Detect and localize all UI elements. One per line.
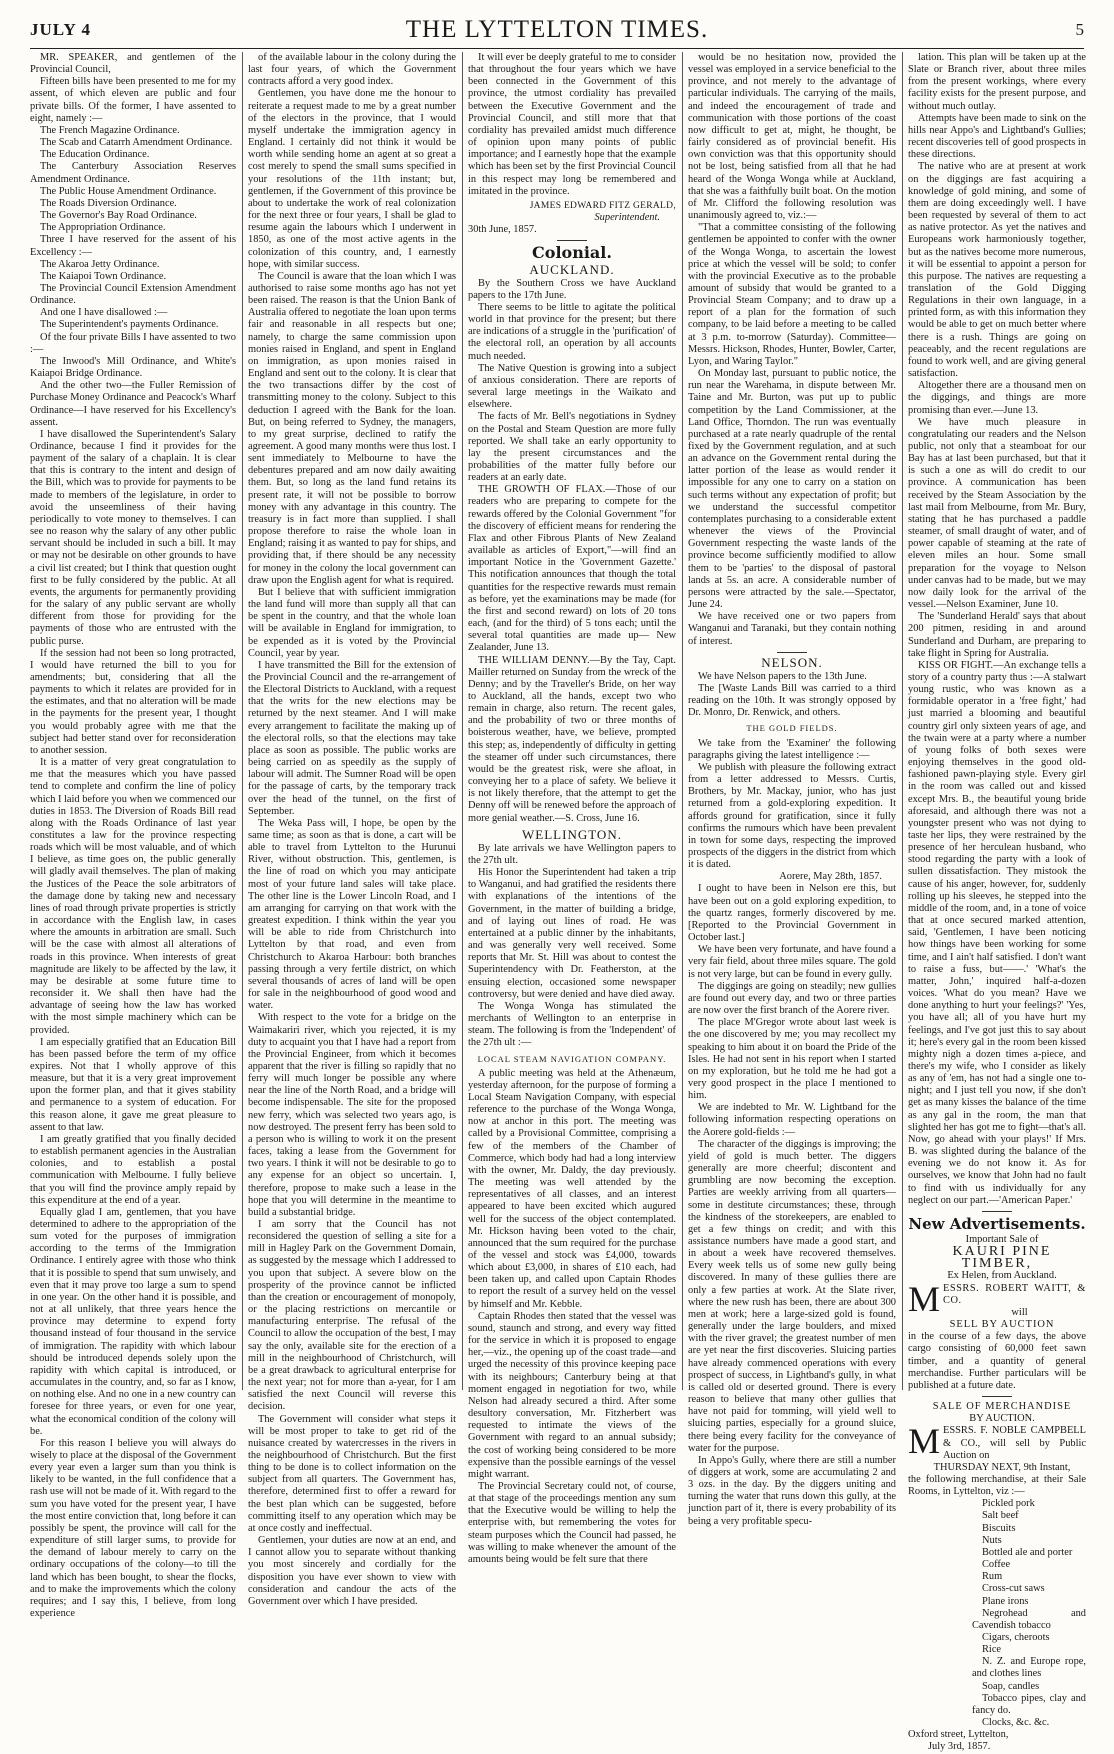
paragraph: The Akaroa Jetty Ordinance. <box>40 258 160 270</box>
merchandise-item: Rum <box>982 1571 1003 1583</box>
wellington-news <box>468 843 676 1050</box>
paragraph: For this reason I believe you will always do wisely to place at the disposal of the Government every year even a larger sum than you think is likely to be wanted, in the full confidence that a rash use will not be made of it. With regard to the sum you have voted for the present year, I have the most entire conviction that, long before it can possibly be spent, the province will call for the expenditure of still larger sums, to provide for the demand of labour merely to carry on the ordinary occupations of the colony—to till the land which has been bought, to shear the flocks, and to make the improvements which the colony requires; and I say this, I believe, from long experience <box>30 1437 236 1619</box>
speech-ending <box>468 52 676 198</box>
paragraph: I am greatly gratified that you finally decided to establish permanent agencies in the Australian colonies, and to establish a postal communication with Melbourne. I fully believe that you will find the province amply repaid by this expenditure at the end of a year. <box>30 1133 236 1206</box>
merchandise-item: Salt beef <box>982 1510 1019 1522</box>
letter-date: Aorere, May 28th, 1857. <box>779 871 882 883</box>
paragraph: The Roads Diversion Ordinance. <box>40 197 177 209</box>
paragraph: We have Nelson papers to the 13th June. <box>698 670 867 682</box>
paragraph: In Appo's Gully, where there are still a number of diggers at work, some are accumulating 2 and 3 ozs. in the day. By the diggers uniting and turning the water that runs down this gully, at the junction part of it, there is every probability of its being a very profitable specu- <box>688 1454 896 1527</box>
column-divider <box>682 52 683 1390</box>
paragraph: The Canterbury Association Reserves Amendment Ordinance. <box>30 161 236 185</box>
merchandise-item: Clocks, &c. &c. <box>982 1717 1050 1729</box>
signature-title: Superintendent. <box>594 212 660 224</box>
paragraph: But I believe that with sufficient immigration the land fund will more than supply all that can be spent in the country, and that the whole loan will be available in England for immigration, to be expended as it is voted by the Provincial Council, year by year. <box>248 586 456 659</box>
ad-firm: ESSRS. F. NOBLE CAMPBELL & CO., will sell by Public Auction on <box>943 1425 1086 1461</box>
paragraph: The Public House Amendment Ordinance. <box>40 185 217 197</box>
paragraph: Fifteen bills have been presented to me for my assent, of which eleven are public and four private bills. Of the former, I have assented to eight, namely :— <box>30 76 236 124</box>
column-5 <box>908 52 1086 1753</box>
paragraph: Of the four private Bills I have assented to two :— <box>30 331 236 355</box>
divider <box>982 1211 1012 1212</box>
merchandise-item: Bottled ale and porter <box>982 1546 1073 1558</box>
paragraph: We have much pleasure in congratulating our readers and the Nelson public, not only that a steamboat for our Bay has at last been purchased, but that it is such a one as will do credit to our province. A communication has been received by the Steam Association by the last mail from Melbourne, from Mr. Bury, stating that he has purchased a paddle steamer, of small draught of water, and of power capable of steaming at the rate of eleven miles an hour. Some small preparation for the voyage to Nelson under canvas had to be made, but we may now daily look for the arrival of the vessel.—Nelson Examiner, June 10. <box>908 416 1086 611</box>
paragraph: The French Magazine Ordinance. <box>40 124 180 136</box>
drop-cap: M <box>908 1278 941 1319</box>
ad-title: SALE OF MERCHANDISE <box>932 1401 1072 1413</box>
column-3 <box>468 52 676 1565</box>
wellington-continued <box>688 52 896 648</box>
paragraph: The Appropriation Ordinance. <box>40 222 166 234</box>
paragraph: The character of the diggings is improving; the yield of gold is much better. The diggers generally are more cheerful; discontent and grumbling are now becoming the exception. Parties are weekly arriving from all quarters—some in destitute circumstances; these, through the kindness of the storekeepers, are enabled to get a few things on credit; and with this assistance numbers have made a good start, and in about a week have recovered themselves. Every week tells us of some new gully being discovered. In many of these gullies there are only a few parties at work. At the Slate river, where the new rush has been, there are about 300 men at work; here a large-sized gold is found, generally under the large boulders, and mixed with the river gravel; the greatest number of men are yet near the first discoveries. Sluicing parties have already commenced operations with every prospect of success, in Lightband's gully, in what is called old or deserted ground. There is every reason to believe that many other gullies that have not paid for tomming, will yield well to sluicing parties, especially for a ground sluice, there being every facility for the conveyance of water for the purpose. <box>688 1138 896 1454</box>
merchandise-item: Cross-cut saws <box>982 1583 1045 1595</box>
ad-lead: Important Sale of <box>965 1234 1039 1245</box>
paragraph: The native who are at present at work on the diggings are fast acquiring a knowledge of gold mining, and some of them are doing exceedingly well. I have been requested by several of them to act as native protector. As yet the natives and Europeans work harmoniously together, but as the natives become more numerous, it will be essential to appoint a person for this purpose. The natives are requesting a translation of the Gold Digging Regulations in their own language, in a printed form, as with this information they would be able to get on much better where there is a rush. Things are going on peaceably, and the recent regulations are found to work well, and are giving general satisfaction. <box>908 161 1086 380</box>
paragraph: Captain Rhodes then stated that the vessel was sound, staunch and strong, and every way fitted for the service in which it is proposed to engage her,—viz., the opening up of the coast trade—and urged the necessity of this province keeping pace with its neighbours; Canterbury being at that moment engaged in negotiation for two, while Nelson had already secured a third. After some desultory conversation, Mr. Fitzherbert was requested to intimate the views of the Government with regard to an annual subsidy; the cost of working being considered to be more expensive than the possible earnings of the vessel might warrant. <box>468 1310 676 1480</box>
merchandise-item: Plane irons <box>982 1595 1029 1607</box>
ad-body: the following merchandise, at their Sale Rooms, in Lyttelton, viz :— <box>908 1473 1086 1498</box>
paragraph: By the Southern Cross we have Auckland papers to the 17th June. <box>468 277 676 301</box>
paragraph: Equally glad I am, gentlemen, that you have determined to adhere to the appropriation of the sum voted for the purposes of immigration according to the terms of the Immigration Ordinance. I entirely agree with those who think that it is possible to spend that sum unwisely, and even that it may prove too large a sum to spend in one year. On the other hand it is possible, and not at all unlikely, that three years hence the province may determine to expend forty thousand instead of four thousand in the service of immigration. The rapidity with which labour should be introduced depends solely upon the rapidity with which capital is introduced, or accumulates in the country, and, so far as I know, on nothing else. And no one in a new country can foresee for three years, or even for one year, what the economical condition of the colony will be. <box>30 1206 236 1437</box>
paragraph: "That a committee consisting of the following gentlemen be appointed to confer with the owner of the Wonga Wonga, to ascertain the lowest price at which the vessel will be sold; to confer with the provincial Executive as to the probable amount of subsidy that would be granted to a Provincial Steam Company; and to draw up a report of a plan for the formation of such company, to be laid before a meeting to be called at 3 p.m. to-morrow (Saturday). Committee—Messrs. Hickson, Rhodes, Hunter, Bowler, Carter, Lyon, and Waring Taylor." <box>688 222 896 367</box>
paragraph: The facts of Mr. Bell's negotiations in Sydney on the Postal and Steam Question are more fully reported. We shall take an early opportunity to lay the present circumstances and the probabilities of the matter fully before our readers at an early date. <box>468 411 676 484</box>
paragraph: On Monday last, pursuant to public notice, the run near the Warehama, in dispute between Mr. Taine and Mr. Burton, was put up to public competition by the Land Commissioner, at the Land Office, Thorndon. The run was eventually purchased at a rate nearly quadruple of the rental fixed by the Government regulation, and at such an advance on the Government rental during the latter portion of the lease as would render it impossible for any one to carry on a station on such terms without any expectation of profit; but we understand the successful competitor contemplates purchasing to a considerable extent whenever the views of the Provincial Government respecting the waste lands of the province become sufficiently modified to allow them to be 'parties' to the disposal of pastoral lands at 5s. an acre. A considerable number of persons were attracted by the sale.—Spectator, June 24. <box>688 368 896 611</box>
ad-body: in the course of a few days, the above cargo consisting of 60,000 feet sawn timber, and a quantity of general merchandise. Further particulars will be published at a future date. <box>908 1331 1086 1391</box>
merchandise-item: Soap, candles <box>982 1680 1040 1692</box>
gold-fields-intro <box>688 738 896 872</box>
heading-nelson: NELSON. <box>761 654 823 670</box>
paragraph: Altogether there are a thousand men on the diggings, and things are more promising than ever.—June 13. <box>908 380 1086 416</box>
paragraph: If the session had not been so long protracted, I would have returned the bill to you for amendments; but, considering that all the payments to which it relates are provided for in the estimates, and that no alteration will be made in the payments for the present year, I thought you would probably agree with me that the subject had better stand over for reconsideration to another session. <box>30 647 236 756</box>
paragraph: By late arrivals we have Wellington papers to the 27th ult. <box>468 842 676 866</box>
paragraph: The Council is aware that the loan which I was authorised to raise some months ago has not yet been raised. The reason is that the Union Bank of Australia offered to negotiate the loan upon terms fair and reasonable in all respects but one; namely, to charge the same commission upon monies raised in England, and spent in England on immigration, as upon monies raised in England and sent out to the colony. It is clear that the two transactions differ by the cost of transmitting money to the colony. Subject to this deduction I agreed with the Bank for the loan. But, on being referred to Sydney, the managers, to my great surprise, declined to ratify the agreement. A good many months were thus lost. I sent immediately to Melbourne to have the debentures prepared and am now daily awaiting them. But, so long as the land fund retains its present rate, it will not be possible to borrow money with any advantage in this country. The treasury is in fact more than supplied. I shall propose therefore to raise the whole loan in England; raising it as wanted to pay for ships, and providing that, if there should be any necessity for money in the colony the local government can draw upon the English agent for what is required. <box>248 270 456 586</box>
paragraph: The Governor's Bay Road Ordinance. <box>40 210 197 222</box>
merchandise-item: Cigars, cheroots <box>982 1632 1050 1643</box>
column-1 <box>30 52 237 1619</box>
column-divider <box>902 52 903 1390</box>
ad-when: THURSDAY NEXT, 9th Instant, <box>933 1461 1071 1473</box>
paragraph: The Wonga Wonga has stimulated the merchants of Wellington to an enterprise in steam. The following is from the 'Independent' of the 27th ult :— <box>468 1000 676 1049</box>
column-2 <box>248 52 456 1607</box>
paragraph: The Superintendent's payments Ordinance. <box>40 319 219 331</box>
divider <box>777 652 807 653</box>
paragraph: Three I have reserved for the assent of his Excellency :— <box>30 234 236 258</box>
paragraph: Gentlemen, you have done me the honour to reiterate a request made to me by a great number of the electors in the province, that I would myself undertake the immigration agency in England. I certainly did not think it would be worth while sending home an agent at so great a cost merely to spend the small sums specified in your resolutions of the 11th instant; but, gentlemen, if the Government of this province be about to undertake the work of real colonization for the next three or four years, I shall be glad to resume again the labours which I underwent in 1850, as one of the most active agents in the colonization of this country, and, I earnestly hope, with similar success. <box>248 88 456 270</box>
merchandise-item: Negrohead and Cavendish tobacco <box>972 1607 1086 1631</box>
column-divider <box>462 52 463 1390</box>
auckland-news <box>468 278 676 825</box>
paragraph: I have disallowed the Superintendent's Salary Ordinance, because I find it provides for the payment of the salary of a chaplain. It is clear that this is contrary to the intent and design of the Bill, which was to provide for payments to be made to members of the legislature, in order to avoid the unseemliness of their having periodically to vote money to themselves. I can see no reason why the salary of any other public servant should be included in such a bill. It may or may not be desirable on other grounds to have a civil list created; but I think that question ought first to be fully considered by the public. At all events, the arguments for permanently providing for the salary of any public servant are wholly different from those for providing for the payments of those who are entrusted with the public purse. <box>30 428 236 647</box>
merchandise-item: Nuts <box>982 1534 1002 1546</box>
paragraph: There seems to be little to agitate the political world in that province for the present; but there are indications of a struggle in the 'purification' of the electoral roll, an operation by all accounts much needed. <box>468 301 676 362</box>
paragraph: I am sorry that the Council has not reconsidered the question of selling a site for a mill in Hagley Park on the Government Domain, as suggested by the message which I addressed to you upon that subject. A severe blow on the prosperity of the province cannot be inflicted than the creation or encouragement of monopoly, or the placing restrictions on mercantile or manufacturing enterprise. The refusal of the Council to allow the occupation of the best, I may say the only, available site for the erection of a mill in the neighbourhood of Christchurch, will be a great drawback to agricultural enterprise for the next year; not for more than a-year, for I am satisfied the next Council will reverse this decision. <box>248 1219 456 1413</box>
paragraph: It is a matter of very great congratulation to me that the measures which you have passed tend to complete and confirm the line of policy which I laid before you when we commenced our duties in 1853. The Diversion of Roads Bill read along with the Roads Ordinance of last year constitutes a law for the province respecting roads which will be most valuable, and of which I believe, as time goes on, the public generally will gladly avail themselves. The plan of making the Justices of the Peace the sole arbitrators of the damage done by taking new and necessary lines of road through private properties is strictly in accordance with the English law, in cases where the amounts in arbitration are small. Such will be the case with almost all alterations of roads in this province. When interests of great magnitude are likely to be affected by the law, it may be desirable at some future time to reconsider it. We shall then have had the advantage of seeing how the law has worked with the most simple machinery which can be provided. <box>30 757 237 1036</box>
paragraph: THE GROWTH OF FLAX.—Those of our readers who are preparing to compete for the rewards offered by the Colonial Government "for the discovery of efficient means for rendering the Flax and other Fibrous Plants of New Zealand available as articles of Export,"—will find an important Notice in the 'Government Gazette.' This notification announces that though the total quantities for the respective rewards must remain as before, yet the examinations may be made (for the first and second reward) on lots of 20 tons each, (and for the third) of 5 tons each; until the several total quantities are made up— New Zealander, June 13. <box>468 484 676 654</box>
steam-company-report <box>468 1068 676 1566</box>
paragraph: A public meeting was held at the Athenæum, yesterday afternoon, for the purpose of forming a Local Steam Navigation Company, with especial reference to the purchase of the Wonga Wonga, now at anchor in this port. The meeting was called by a Provisional Committee, comprising a few of the members of the Chamber of Commerce, which body had had a long interview with the owner, Mr. Daldy, the day previously. The meeting was well attended by the representatives of all classes, and an interest appeared to have been excited which augured well for the success of the object contemplated. Mr. Hickson having been voted to the chair, announced that the sum required for the purchase of the vessel and stock was £4,000, towards which about £3,000, in shares of £10 each, had been taken up, and called upon Captain Rhodes to report the result of a survey held on the vessel by himself and Mr. Kebble. <box>468 1067 676 1310</box>
paragraph: would be no hesitation now, provided the vessel was employed in a service beneficial to the province, and not merely to the advantage of particular individuals. The carrying of the mails, and indeed the encouragement of trade and communication with those portions of the coast now difficult to get at, might, he thought, be fairly considered as of provincial benefit. His own conviction was that this opportunity should not be lost, being satisfied from all that he had heard of the Wonga Wonga while at Auckland, that she was a faithfully built boat. On the motion of Mr. Clifford the following resolution was unanimously agreed to, viz.:— <box>688 52 896 222</box>
paragraph: lation. This plan will be taken up at the Slate or Branch river, about three miles from the present workings, where every facility exists for the present purpose, and without much outlay. <box>908 52 1086 112</box>
ad-item: KAURI PINE TIMBER, <box>952 1244 1052 1272</box>
column-divider <box>242 52 243 1390</box>
divider <box>557 240 587 241</box>
heading-wellington: WELLINGTON. <box>522 826 622 842</box>
paragraph: We are indebted to Mr. W. Lightband for the following information respecting operations on the Aorere gold-fields :— <box>688 1102 896 1138</box>
paragraph: THE WILLIAM DENNY.—By the Tay, Capt. Mailler returned on Sunday from the wreck of the Denny; and by the Traveller's Bride, on her way to Auckland, all the hands, except two who remain in charge, also return. The recent gales, and the probability of two or three months of boisterous weather, have, we believe, prompted this step; as, independently of difficulty in getting the steamer off under such circumstances, there would be the greatest risk, were she afloat, in conveying her to a place of safety. We believe it is not likely therefore, that the attempt to get the Denny off will be renewed before the approach of more genial weather.—S. Cross, June 16. <box>468 654 676 824</box>
paragraph: Attempts have been made to sink on the hills near Appo's and Lightband's Gullies; recent discoveries tell of good prospects in these directions. <box>908 112 1086 161</box>
signature: JAMES EDWARD FITZ GERALD, <box>529 200 676 211</box>
paragraph: The Government will consider what steps it will be most proper to take to get rid of the nuisance created by watercresses in the rivers in the neighbourhood of Christchurch. But the first thing to be done is to collect information on the subject from all quarters. The Government has, therefore, determined first to offer a reward for the best plan which can be suggested, before committing itself to any operation which may be at once costly and ineffectual. <box>248 1413 456 1534</box>
paragraph: His Honor the Superintendent had taken a trip to Wanganui, and had gratified the residents there with explanations of the intentions of the Government, in the matter of building a bridge, and of laying out lines of road. He was entertained at a public dinner by the inhabitants, and was generally very well received. Some reports that Mr. St. Hill was about to contest the Superintendency with Dr. Featherston, at the ensuing election, occasioned some newspaper controversy, but were denied and have died away. <box>468 867 676 1000</box>
ad-firm: ESSRS. ROBERT WAITT, & CO. <box>943 1282 1086 1306</box>
heading-steam-company: LOCAL STEAM NAVIGATION COMPANY. <box>477 1053 667 1064</box>
signature-date: 30th June, 1857. <box>468 224 537 236</box>
advertisement-timber <box>908 1234 1086 1392</box>
paragraph: MR. SPEAKER, and gentlemen of the Provincial Council, <box>30 52 236 76</box>
paragraph: I am especially gratified that an Education Bill has been passed before the term of my office expires. Not that I wholly approve of this measure, but that it is a very great improvement upon the former plan, and that it gives stability and permanence to a system of education. For this reason alone, it gave me great pleasure to assent to that law. <box>30 1036 236 1133</box>
paragraph: We have received one or two papers from Wanganui and Taranaki, but they contain nothing of interest. <box>688 611 896 647</box>
paragraph: The Inwood's Mill Ordinance, and White's Kaiapoi Bridge Ordinance. <box>30 355 236 380</box>
merchandise-item: Biscuits <box>982 1522 1016 1534</box>
issue-date: JULY 4 <box>30 20 91 39</box>
paragraph: The Native Question is growing into a subject of anxious consideration. There are reports of several large meetings in the Waikato and elsewhere. <box>468 362 676 411</box>
paragraph: of the available labour in the colony during the last four years, of which the Government contracts afford a very good index. <box>248 52 456 88</box>
paragraph: The Education Ordinance. <box>40 149 150 161</box>
ad-date: July 3rd, 1857. <box>928 1741 991 1753</box>
paragraph: And one I have disallowed :— <box>40 307 168 319</box>
merchandise-item: Coffee <box>982 1559 1011 1571</box>
paragraph: KISS OR FIGHT.—An exchange tells a story of a country party thus :—A stalwart young rustic, who was known as a formidable operator in a 'free fight,' had just married a blooming and beautiful country girl only sixteen years of age, and the twain were at a party where a number of young folks of both sexes were enjoying themselves in the good old-fashioned pawn-playing style. Every girl in the room was called out and kissed except Mrs. B., the beautiful young bride aforesaid, and although there was not a youngster present who was not dying to taste her lips, they were restrained by the presence of her herculean husband, who stood regarding the party with a look of sullen dissatisfaction. They mistook the cause of his anger, however, for, suddenly rolling up his sleeves, he stepped into the middle of the room, and, in a tone of voice that at once secured marked attention, said, 'Gentlemen, I have been noticing how things have been working for some time, and I ain't half satisfied. I don't want to raise a fuss, but——.' 'What's the matter, John,' inquired half-a-dozen voices. 'What do you mean? Have we done anything to hurt your feelings?' 'Yes, you have all; all of you have hurt my feelings, and I've got just this to say about it; here's every gal in the room been kissed mighty nigh a dozen times a-piece, and there's my wife, who I consider as likely as any of 'em, has not had a single one to-night; and I just tell you now, if she don't get as many kisses the balance of the time as any gal in the room, the man that slighted her has got me to fight—that's all. Now, go ahead with your plays!' If Mrs. B. was slighted during the balance of the evening we do not know it. As for ourselves, we know that John had no fault to find with us individually for any neglect on our part.—'American Paper.' <box>908 659 1086 1206</box>
section-heading-colonial: Colonial. <box>532 243 612 263</box>
paragraph: The Weka Pass will, I hope, be open by the same time; as soon as that is done, a cart will be able to travel from Lyttelton to the Hurunui River, without obstruction. This, gentlemen, is the line of road on which you may anticipate most of your future land sales will take place. The other line is the Lower Lincoln Road, and I am arranging for carrying on that work with the greatest expedition. I think within the year you will be able to ride from Christchurch into Lyttelton by that road, and even from Christchurch to Akaroa Harbour: both branches passing through a very fertile district, on which several thousands of acres of land will be open for sale in the neighbourhood of good wood and water. <box>248 817 456 1012</box>
header-rule <box>30 48 1084 49</box>
merchandise-item: N. Z. and Europe rope, and clothes lines <box>972 1656 1086 1680</box>
paragraph: The Scab and Catarrh Amendment Ordinance. <box>40 137 233 149</box>
merchandise-item: Tobacco pipes, clay and fancy do. <box>972 1692 1086 1716</box>
paragraph: The Kaiapoi Town Ordinance. <box>40 270 167 282</box>
nelson-continued <box>908 52 1086 1207</box>
ad-will: will <box>1011 1306 1028 1318</box>
paragraph: We take from the 'Examiner' the following paragraphs giving the latest intelligence :— <box>688 737 896 761</box>
merchandise-list <box>908 1498 1086 1729</box>
paragraph: The Provincial Council Extension Amendment Ordinance. <box>30 282 236 307</box>
merchandise-item: Pickled pork <box>982 1498 1035 1510</box>
merchandise-item: Rice <box>982 1644 1002 1656</box>
heading-gold-fields: THE GOLD FIELDS. <box>746 723 838 734</box>
paragraph: I ought to have been in Nelson ere this, but have been out on a gold exploring expedition, to the quartz ranges, formerly discovered by me. [Reported to the Provincial Government in October last.] <box>688 883 896 944</box>
section-heading-advertisements: New Advertisements. <box>908 1214 1086 1233</box>
paragraph: We have been very fortunate, and have found a very fair field, about three miles square. The gold is not very large, but can be found in every gully. <box>688 944 896 980</box>
nelson-news <box>688 671 896 720</box>
page-number: 5 <box>1075 20 1084 39</box>
column-4 <box>688 52 896 1527</box>
paragraph: The diggings are going on steadily; new gullies are found out every day, and two or three parties are now over the first branch of the Aorere river. <box>688 980 896 1017</box>
paragraph: The [Waste Lands Bill was carried to a third reading on the 10th. It was strongly opposed by Dr. Monro, Dr. Renwick, and others. <box>688 682 896 719</box>
divider <box>982 1396 1012 1397</box>
paragraph: We publish with pleasure the following extract from a letter addressed to Messrs. Curtis, Brothers, by Mr. Mackay, junior, who has just returned from a gold-exploring expedition. It affords ground for gratification, since it fully confirms the rumours which have been prevalent in town for some days, respecting the improved prospects of the diggers in the district from which it is dated. <box>688 761 896 871</box>
heading-auckland: AUCKLAND. <box>529 261 615 277</box>
advertisement-merchandise <box>908 1401 1086 1754</box>
ad-subtitle: BY AUCTION. <box>969 1413 1035 1425</box>
ad-source: Ex Helen, from Auckland. <box>947 1270 1057 1282</box>
newspaper-title: THE LYTTELTON TIMES. <box>405 16 709 43</box>
paragraph: And the other two—the Fuller Remission of Purchase Money Ordinance and Peacock's Wharf Ordinance—I have reserved for his Excellency's assent. <box>30 380 236 428</box>
paragraph: The place M'Gregor wrote about last week is the one discovered by me; you may recollect my speaking to him about it on board the Pride of the Isles. He had not sent in his report when I started on my exploration, but he told me he had got a very good prospect in the place I mentioned to him. <box>688 1017 896 1102</box>
drop-cap: M <box>908 1421 941 1462</box>
paragraph: The 'Sunderland Herald' says that about 200 pitmen, residing in and around Sunderland and Durham, are preparing to take flight in Spring for Australia. <box>908 611 1086 659</box>
ad-address: Oxford street, Lyttelton, <box>908 1729 1009 1741</box>
paragraph: With respect to the vote for a bridge on the Waimakariri river, which you rejected, it is my duty to acquaint you that I have had a report from the Provincial Engineer, from which it becomes apparent that the river is filling so rapidly that no ferry will much longer be possible any where near the line of the North Road, and a bridge will become indispensable. The site for the proposed new ferry, which was selected two years ago, is now destroyed. The present ferry has been sold to a person who is willing to work it on the present faces, taking a lease from the Government for two years. I think it will not be desirable to go to any expense for an object so uncertain. I, therefore, propose to make such a lease in the hope that you will determine in the meantime to build a substantial bridge. <box>248 1012 456 1218</box>
ad-sell: SELL BY AUCTION <box>949 1319 1055 1331</box>
paragraph: The Provincial Secretary could not, of course, at that stage of the proceedings mention any sum that the Executive would be willing to help the enterprise with, but remembering the votes for steam purposes which the Council had passed, he was willing to make whenever the amount of the amounts being would be felt sure that there <box>468 1480 676 1565</box>
gold-fields-report <box>688 883 896 1527</box>
masthead <box>30 16 1084 46</box>
paragraph: It will ever be deeply grateful to me to consider that throughout the four years which we have been connected in the Government of this province, the utmost cordiality has prevailed between the Executive Government and the Provincial Council, and still more that that cordiality has prevailed amidst much difference of opinion upon many points of public importance; and I earnestly hope that the example which has been set by the first Provincial Council in this respect may long be remembered and imitated in the province. <box>468 52 676 197</box>
paragraph: Gentlemen, your duties are now at an end, and I cannot allow you to separate without thanking you most sincerely and cordially for the disposition you have ever shown to view with consideration and candour the acts of the Government over which I have presided. <box>248 1535 456 1607</box>
paragraph: I have transmitted the Bill for the extension of the Provincial Council and the re-arrangement of the Electoral Districts to Auckland, with a request that the writs for the new elections may be returned by the next steamer. And I will make every arrangement to facilitate the making up of the electoral rolls, so that the elections may take place as soon as possible. The public works are being carried on as speedily as the supply of labour will admit. The Sumner Road will be open for the passage of carts, by the temporary track over the head of the tunnel, on the first of September. <box>248 659 456 817</box>
